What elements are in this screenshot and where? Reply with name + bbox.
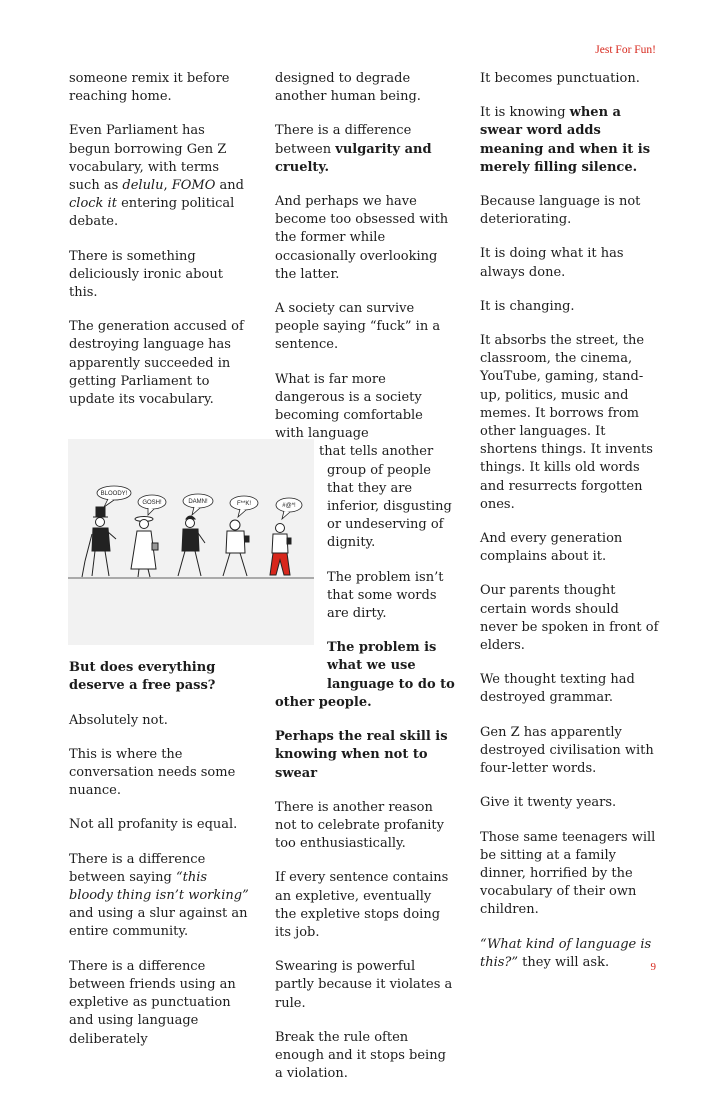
paragraph: Even Parliament has begun borrowing Gen Z vocabulary, with terms such as delulu, FOMO and clock it entering political debate. [69, 123, 244, 230]
bubble-text-5: #@*! [282, 503, 296, 510]
paragraph: It is doing what it has always done. [480, 246, 624, 280]
paragraph: There is something deliciously ironic about this. [69, 248, 223, 301]
bubble-text-4: F**K! [236, 501, 252, 508]
paragraph: Break the rule often enough and it stops being a violation. [275, 1029, 446, 1082]
paragraph: It becomes punctuation. [480, 71, 640, 86]
paragraph: It is knowing when a swear word adds meaning and when it is merely filling silence. [480, 105, 651, 175]
paragraph: It is changing. [480, 298, 575, 314]
running-head: Jest For Fun! [595, 44, 656, 56]
figure-hoodie-youth [223, 520, 249, 576]
paragraph: “What kind of language is this?” they will ask. [480, 936, 652, 970]
paragraph: What is far more dangerous is a society becoming comfortable with language that tells another group of people that they are inferior, disgusting or undeserving of dignity. [275, 371, 452, 551]
paragraph: The generation accused of destroying language has apparently succeeded in getting Parliament to update its vocabulary. [69, 319, 244, 408]
paragraph: There is a difference between saying “this bloody thing isn’t working” and using a slur against an entire community. [69, 851, 249, 940]
paragraph: This is where the conversation needs some nuance. [69, 746, 236, 799]
subheading: Perhaps the real skill is knowing when not to swear [275, 729, 448, 781]
paragraph: The problem is what we use language to do to other people. [275, 640, 455, 710]
paragraph: Gen Z has apparently destroyed civilisation with four-letter words. [480, 724, 654, 777]
paragraph: Give it twenty years. [480, 795, 617, 811]
text-column-2 [275, 70, 455, 1099]
paragraph: Swearing is powerful partly because it violates a rule. [275, 959, 453, 1011]
paragraph: There is a difference between friends using an expletive as punctuation and using language deliberately [69, 958, 236, 1047]
paragraph: It absorbs the street, the classroom, the cinema, YouTube, gaming, stand-up, politics, music and memes. It borrows from other languages. It shortens things. It invents things. It kills old words and resurrects forgotten ones. [480, 333, 653, 512]
paragraph: We thought texting had destroyed grammar. [480, 672, 635, 706]
paragraph: someone remix it before reaching home. [69, 71, 230, 105]
figure-lady [131, 517, 158, 578]
paragraph: A society can survive people saying “fuck” in a sentence. [275, 301, 441, 353]
bubble-text-1: BLOODY! [100, 491, 128, 498]
paragraph: If every sentence contains an expletive, eventually the expletive stops doing its job. [275, 870, 449, 940]
paragraph: And perhaps we have become too obsessed with the former while occasionally overlooking the latter. [275, 194, 449, 282]
paragraph: Not all profanity is equal. [69, 817, 238, 833]
paragraph: Because language is not deteriorating. [480, 194, 641, 228]
paragraph: Absolutely not. [69, 712, 168, 728]
paragraph: Those same teenagers will be sitting at a family dinner, horrified by the vocabulary of their own children. [480, 829, 656, 918]
figure-young-man [178, 516, 205, 576]
paragraph: There is a difference between vulgarity and cruelty. [275, 123, 432, 175]
text-column-3 [480, 70, 660, 988]
figure-gentleman [82, 507, 116, 577]
bubble-text-3: DAMN! [188, 499, 208, 506]
section-heading: But does everything deserve a free pass? [69, 660, 216, 694]
paragraph: Our parents thought certain words should never be spoken in front of elders. [480, 583, 659, 654]
text-column-1 [69, 70, 296, 1065]
paragraph: There is another reason not to celebrate profanity too enthusiastically. [275, 799, 444, 852]
page-number: 9 [650, 961, 656, 973]
paragraph: designed to degrade another human being. [275, 71, 421, 105]
paragraph: And every generation complains about it. [480, 531, 623, 565]
bubble-text-2: GOSH! [142, 500, 162, 507]
paragraph: The problem isn’t that some words are dirty. [327, 569, 444, 622]
